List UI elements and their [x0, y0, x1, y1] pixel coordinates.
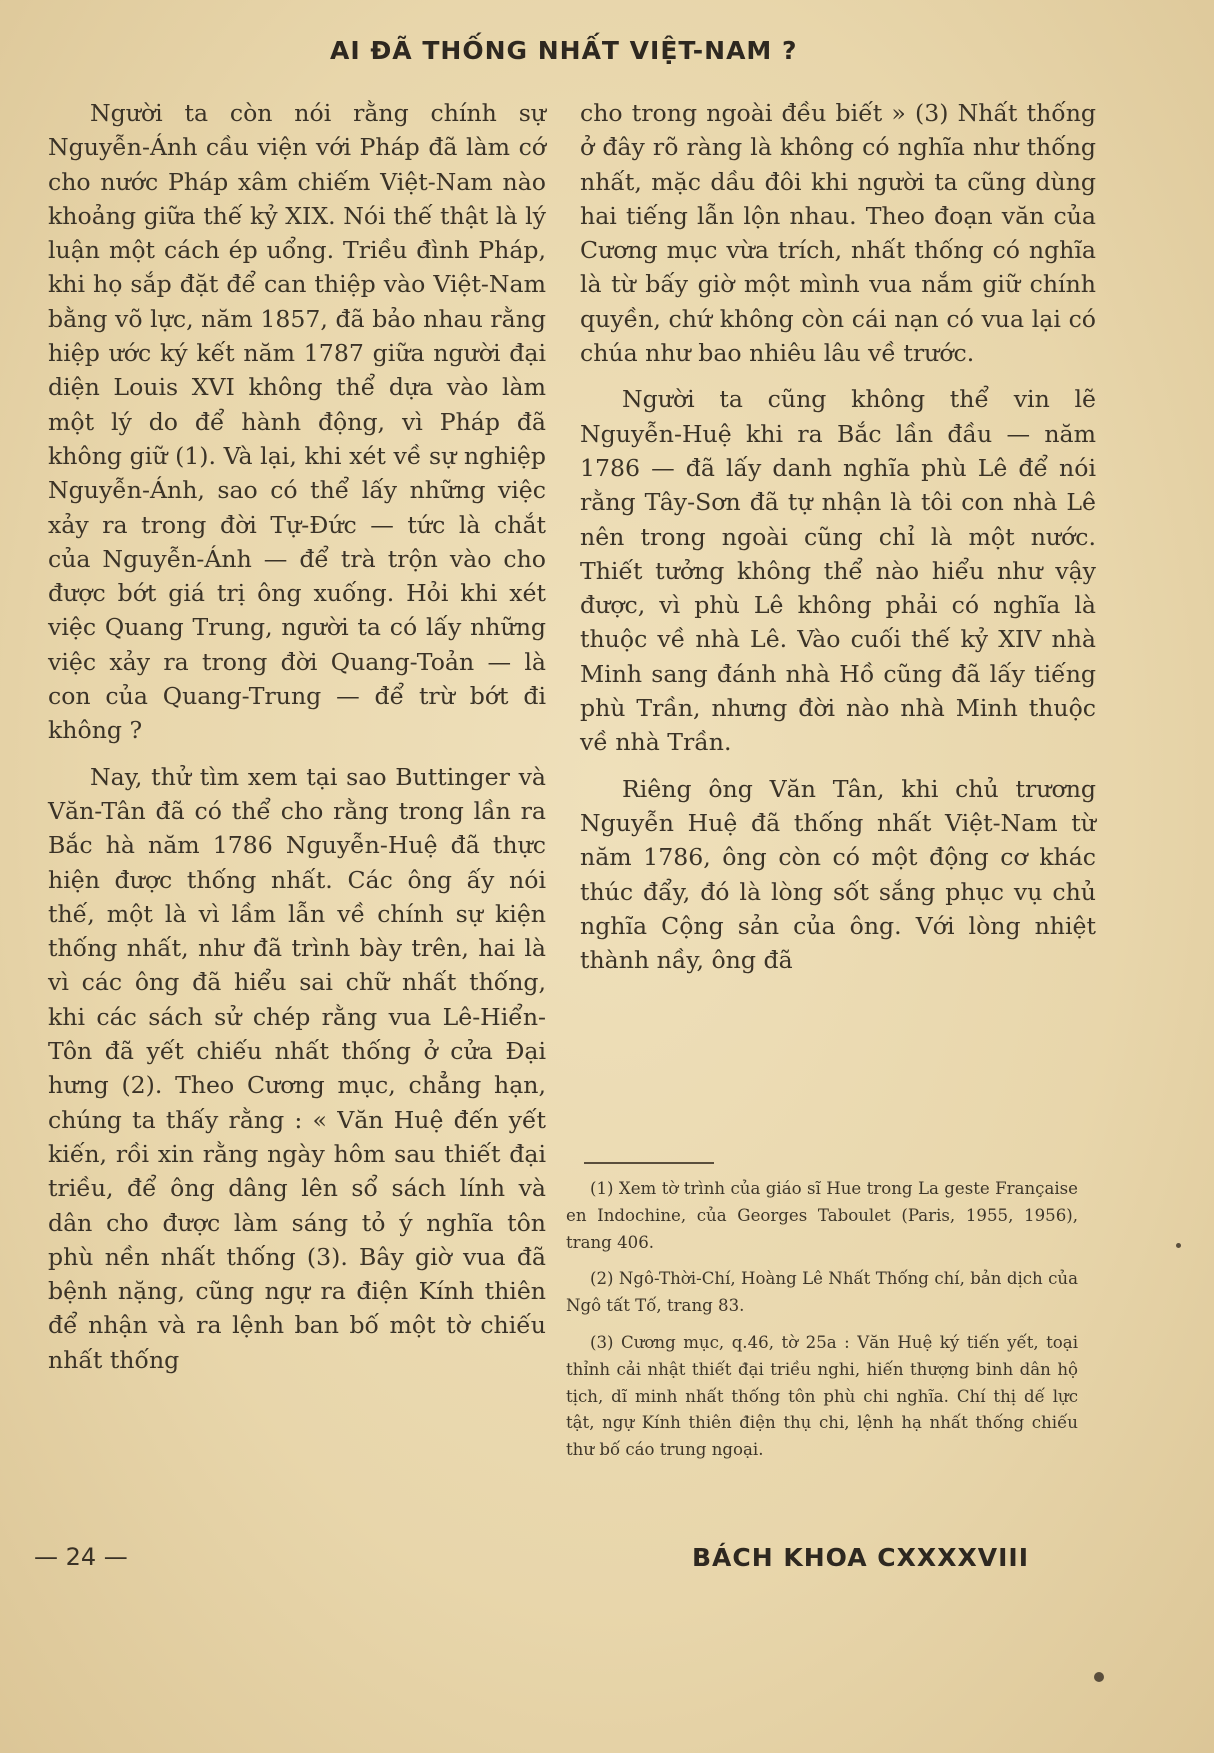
paragraph: Nay, thử tìm xem tại sao Buttinger và Văn-Tân đã có thể cho rằng trong lần ra Bắc hà năm 1786 Nguyễn-Huệ đã thực hiện được thống nhất. Các ông ấy nói thế, một là vì lầm lẫn về chính sự kiện thống nhất, như đã trình bày trên, hai là vì các ông đã hiểu sai chữ nhất thống, khi các sách sử chép rằng vua Lê-Hiển-Tôn đã yết chiếu nhất thống ở cửa Đại hưng (2). Theo Cương mục, chẳng hạn, chúng ta thấy rằng : « Văn Huệ đến yết kiến, rồi xin rằng ngày hôm sau thiết đại triều, để ông dâng lên sổ sách lính và dân cho được làm sáng tỏ ý nghĩa tôn phù nền nhất thống (3). Bây giờ vua đã bệnh nặng, cũng ngự ra điện Kính thiên để nhận và ra lệnh ban bố một tờ chiếu nhất thống: [48, 762, 546, 1374]
footnote: (3) Cương mục, q.46, tờ 25a : Văn Huệ ký tiến yết, toại thỉnh cải nhật thiết đại triều nghi, hiến thượng binh dân hộ tịch, dĩ minh nhất thống tôn phù chi nghĩa. Chí thị dế lực tật, ngự Kính thiên điện thụ chi, lệnh hạ nhất thống chiếu thư bố cáo trung ngoại.: [566, 1332, 1078, 1460]
publication-footer: BÁCH KHOA CXXXXVIII: [692, 1543, 1030, 1572]
ink-spot: [1176, 1243, 1181, 1248]
left-column: [48, 96, 546, 1389]
paragraph: cho trong ngoài đều biết » (3) Nhất thống ở đây rõ ràng là không có nghĩa như thống nhất, mặc dầu đôi khi người ta cũng dùng hai tiếng lẫn lộn nhau. Theo đoạn văn của Cương mục vừa trích, nhất thống có nghĩa là từ bấy giờ một mình vua nắm giữ chính quyền, chứ không còn cái nạn có vua lại có chúa như bao nhiêu lâu về trước.: [580, 99, 1096, 368]
page-number: — 24 —: [34, 1543, 128, 1571]
page-header: AI ĐÃ THỐNG NHẤT VIỆT-NAM ?: [330, 36, 798, 65]
footnote: (2) Ngô-Thời-Chí, Hoàng Lê Nhất Thống chí, bản dịch của Ngô tất Tố, trang 83.: [566, 1269, 1078, 1316]
footnotes: [566, 1176, 1078, 1474]
paragraph: Riêng ông Văn Tân, khi chủ trương Nguyễn Huệ đã thống nhất Việt-Nam từ năm 1786, ông còn có một động cơ khác thúc đẩy, đó là lòng sốt sắng phục vụ chủ nghĩa Cộng sản của ông. Với lòng nhiệt thành nầy, ông đã: [580, 774, 1096, 975]
ink-spot: [1094, 1672, 1104, 1682]
paragraph: Người ta còn nói rằng chính sự Nguyễn-Ánh cầu viện với Pháp đã làm cớ cho nước Pháp xâm chiếm Việt-Nam nào khoảng giữa thế kỷ XIX. Nói thế thật là lý luận một cách ép uổng. Triều đình Pháp, khi họ sắp đặt để can thiệp vào Việt-Nam bằng võ lực, năm 1857, đã bảo nhau rằng hiệp ước ký kết năm 1787 giữa người đại diện Louis XVI không thể dựa vào làm một lý do để hành động, vì Pháp đã không giữ (1). Và lại, khi xét về sự nghiệp Nguyễn-Ánh, sao có thể lấy những việc xảy ra trong đời Tự-Đức — tức là chắt của Nguyễn-Ánh — để trà trộn vào cho được bớt giá trị ông xuống. Hỏi khi xét việc Quang Trung, người ta có lấy những việc xảy ra trong đời Quang-Toản — là con của Quang-Trung — để trừ bớt đi không ?: [48, 99, 546, 745]
right-column: [580, 96, 1096, 989]
footnote: (1) Xem tờ trình của giáo sĩ Hue trong La geste Française en Indochine, của Georges Taboulet (Paris, 1955, 1956), trang 406.: [566, 1179, 1078, 1252]
footnote-divider: [584, 1162, 714, 1164]
paragraph: Người ta cũng không thể vin lẽ Nguyễn-Huệ khi ra Bắc lần đầu — năm 1786 — đã lấy danh nghĩa phù Lê để nói rằng Tây-Sơn đã tự nhận là tôi con nhà Lê nên trong ngoài cũng chỉ là một nước. Thiết tưởng không thể nào hiểu như vậy được, vì phù Lê không phải có nghĩa là thuộc về nhà Lê. Vào cuối thế kỷ XIV nhà Minh sang đánh nhà Hồ cũng đã lấy tiếng phù Trần, nhưng đời nào nhà Minh thuộc về nhà Trần.: [580, 385, 1096, 757]
